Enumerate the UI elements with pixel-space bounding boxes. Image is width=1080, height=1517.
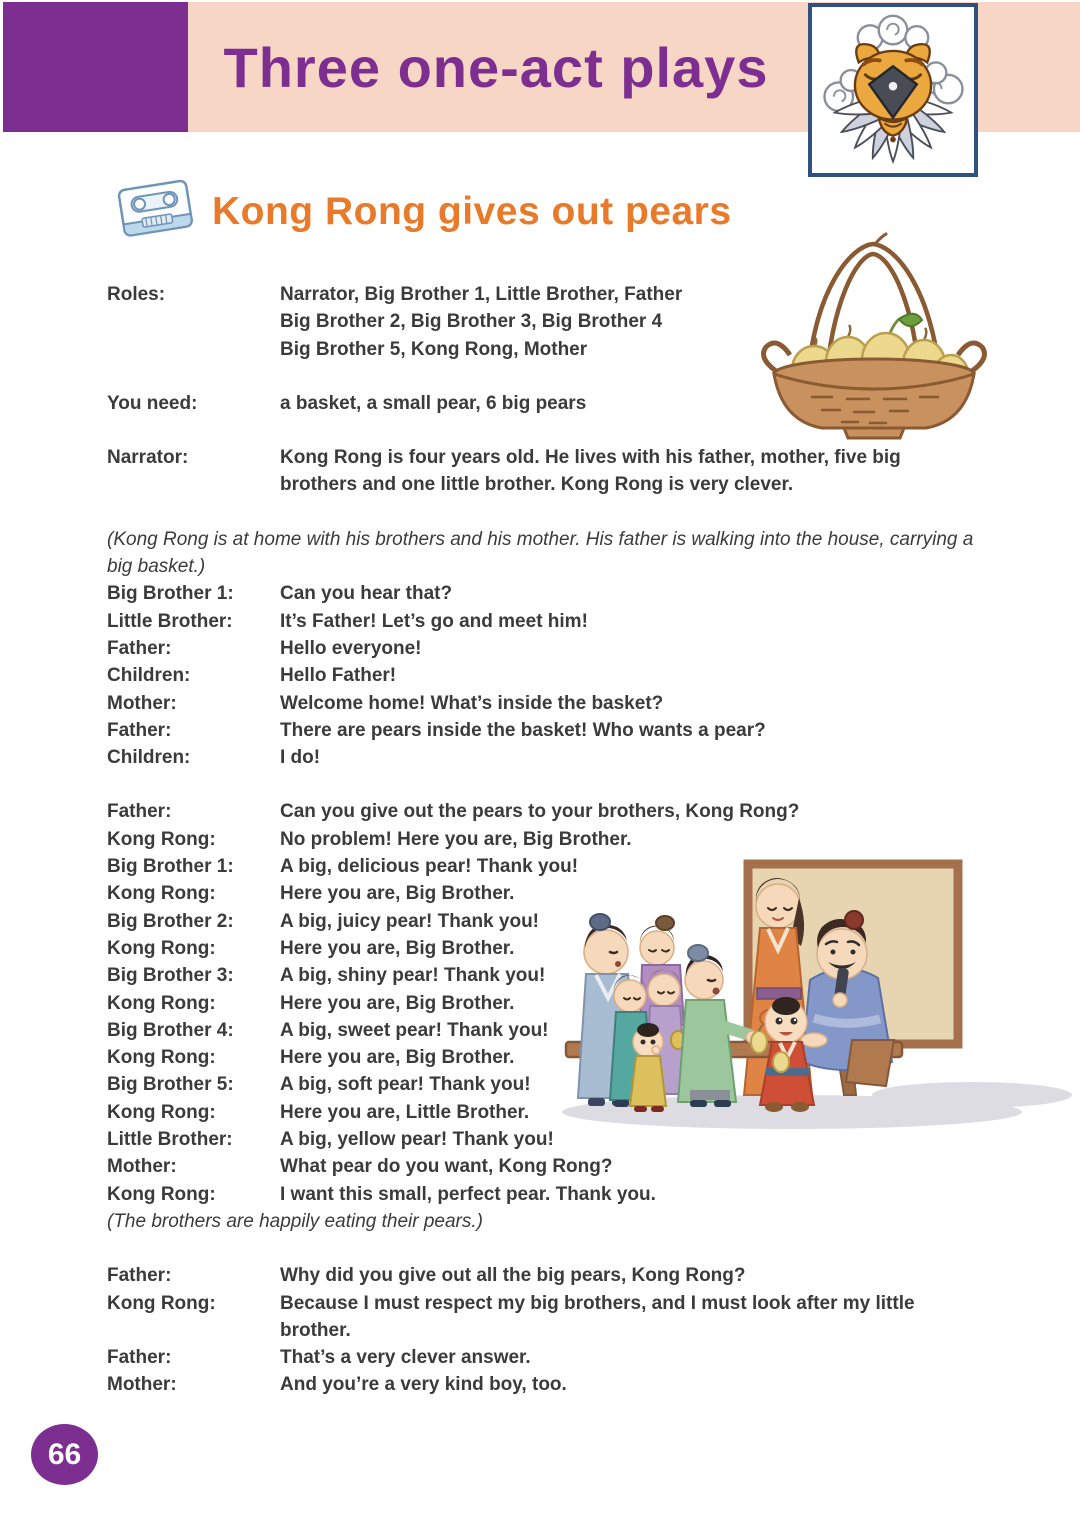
dialogue-role: Father: <box>107 637 172 659</box>
dialogue-text: A big, shiny pear! Thank you! <box>280 965 546 987</box>
dialogue-text: Here you are, Big Brother. <box>280 883 515 905</box>
dialogue-role: Father: <box>107 1265 172 1287</box>
dialogue-role: Kong Rong: <box>107 1292 216 1314</box>
dialogue-role: Big Brother 1: <box>107 583 234 605</box>
dialogue-text: It’s Father! Let’s go and meet him! <box>280 610 588 632</box>
dialogue-line <box>107 908 975 935</box>
dialogue-role: Kong Rong: <box>107 1047 216 1069</box>
play-script <box>107 281 975 1399</box>
dialogue-text: No problem! Here you are, Big Brother. <box>280 828 632 850</box>
dialogue-role: Children: <box>107 665 191 687</box>
dialogue-line <box>107 1099 975 1126</box>
dialogue-line <box>107 798 975 825</box>
dialogue-role: Little Brother: <box>107 1129 233 1151</box>
stage-direction: (Kong Rong is at home with his brothers and his mother. His father is walking into the house, carrying a big basket.) <box>107 528 974 578</box>
dialogue-text: Here you are, Big Brother. <box>280 1047 515 1069</box>
narrator-row <box>107 444 975 499</box>
dialogue-text: What pear do you want, Kong Rong? <box>280 1156 613 1178</box>
roles-line: Big Brother 5, Kong Rong, Mother <box>280 338 588 360</box>
dialogue-role: Father: <box>107 719 172 741</box>
dialogue-line <box>107 717 975 744</box>
cast-roles-row <box>107 281 975 363</box>
dialogue-role: Kong Rong: <box>107 937 216 959</box>
dialogue-line <box>107 1262 975 1289</box>
dialogue-line <box>107 1017 975 1044</box>
dialogue-role: Father: <box>107 1347 172 1369</box>
cassette-tape-icon <box>112 174 202 250</box>
dialogue-line <box>107 826 975 853</box>
dialogue-line <box>107 608 975 635</box>
dialogue-line <box>107 635 975 662</box>
page-number-badge <box>31 1424 98 1485</box>
scene-1 <box>107 580 975 771</box>
stage-direction: (The brothers are happily eating their pears.) <box>107 1210 483 1232</box>
dialogue-text: A big, juicy pear! Thank you! <box>280 910 539 932</box>
page-number: 66 <box>47 1437 82 1471</box>
roles-line: Narrator, Big Brother 1, Little Brother, Father <box>280 284 683 305</box>
dialogue-text: A big, soft pear! Thank you! <box>280 1074 531 1096</box>
dialogue-line <box>107 744 975 771</box>
dialogue-line <box>107 1371 975 1398</box>
dialogue-text: Hello everyone! <box>280 637 422 659</box>
narrator-label: Narrator: <box>107 447 189 469</box>
banner-accent-block <box>3 2 188 132</box>
dialogue-text: That’s a very clever answer. <box>280 1347 531 1369</box>
dialogue-line <box>107 662 975 689</box>
dialogue-role: Mother: <box>107 692 177 714</box>
lion-mask-box <box>808 3 978 177</box>
dialogue-line <box>107 1290 975 1345</box>
dialogue-role: Kong Rong: <box>107 883 216 905</box>
dialogue-text: Here you are, Little Brother. <box>280 1101 530 1123</box>
dialogue-role: Mother: <box>107 1156 177 1178</box>
roles-line: Big Brother 2, Big Brother 3, Big Brother 4 <box>280 311 663 333</box>
roles-label: Roles: <box>107 284 166 305</box>
scene-2 <box>107 798 975 1207</box>
you-need-row <box>107 390 975 417</box>
dialogue-text: Welcome home! What’s inside the basket? <box>280 692 664 714</box>
dialogue-line <box>107 880 975 907</box>
dialogue-text: There are pears inside the basket! Who wants a pear? <box>280 719 766 741</box>
dialogue-role: Kong Rong: <box>107 1183 216 1205</box>
dialogue-role: Kong Rong: <box>107 828 216 850</box>
you-need-label: You need: <box>107 392 198 414</box>
dialogue-line <box>107 1344 975 1371</box>
page-title: Three one-act plays <box>223 35 769 99</box>
dialogue-line <box>107 1153 975 1180</box>
play-title-row <box>112 174 732 250</box>
you-need-text: a basket, a small pear, 6 big pears <box>280 392 587 414</box>
dialogue-role: Father: <box>107 801 172 823</box>
dialogue-role: Big Brother 1: <box>107 856 234 878</box>
dialogue-text: Because I must respect my big brothers, and I must look after my little brother. <box>280 1292 915 1341</box>
dialogue-line <box>107 1181 975 1208</box>
dialogue-line <box>107 962 975 989</box>
dialogue-role: Little Brother: <box>107 610 233 632</box>
dialogue-line <box>107 580 975 607</box>
dialogue-text: Here you are, Big Brother. <box>280 937 515 959</box>
dialogue-text: A big, yellow pear! Thank you! <box>280 1129 554 1151</box>
dialogue-line <box>107 853 975 880</box>
dialogue-text: I do! <box>280 747 321 769</box>
dialogue-role: Big Brother 3: <box>107 965 234 987</box>
dialogue-line <box>107 690 975 717</box>
dialogue-role: Mother: <box>107 1374 177 1396</box>
dialogue-text: Can you give out the pears to your brothers, Kong Rong? <box>280 801 800 823</box>
dialogue-text: Can you hear that? <box>280 583 453 605</box>
dialogue-text: A big, sweet pear! Thank you! <box>280 1019 549 1041</box>
dialogue-role: Big Brother 5: <box>107 1074 234 1096</box>
dialogue-text: And you’re a very kind boy, too. <box>280 1374 567 1396</box>
dialogue-line <box>107 1126 975 1153</box>
dialogue-role: Children: <box>107 747 191 769</box>
dialogue-role: Kong Rong: <box>107 1101 216 1123</box>
dialogue-text: I want this small, perfect pear. Thank you. <box>280 1183 656 1205</box>
dialogue-text: Here you are, Big Brother. <box>280 992 515 1014</box>
dialogue-text: Hello Father! <box>280 665 397 687</box>
dialogue-line <box>107 935 975 962</box>
dialogue-role: Big Brother 2: <box>107 910 234 932</box>
dialogue-role: Big Brother 4: <box>107 1019 234 1041</box>
lion-mask-icon <box>815 11 971 169</box>
scene-3 <box>107 1262 975 1398</box>
roles-list <box>280 281 975 363</box>
dialogue-line <box>107 1071 975 1098</box>
dialogue-line <box>107 1044 975 1071</box>
dialogue-text: A big, delicious pear! Thank you! <box>280 856 579 878</box>
play-title: Kong Rong gives out pears <box>212 190 732 233</box>
dialogue-line <box>107 990 975 1017</box>
narrator-text: Kong Rong is four years old. He lives with his father, mother, five big brothers and one little brother. Kong Rong is very clever. <box>280 447 901 496</box>
dialogue-role: Kong Rong: <box>107 992 216 1014</box>
dialogue-text: Why did you give out all the big pears, Kong Rong? <box>280 1265 746 1287</box>
